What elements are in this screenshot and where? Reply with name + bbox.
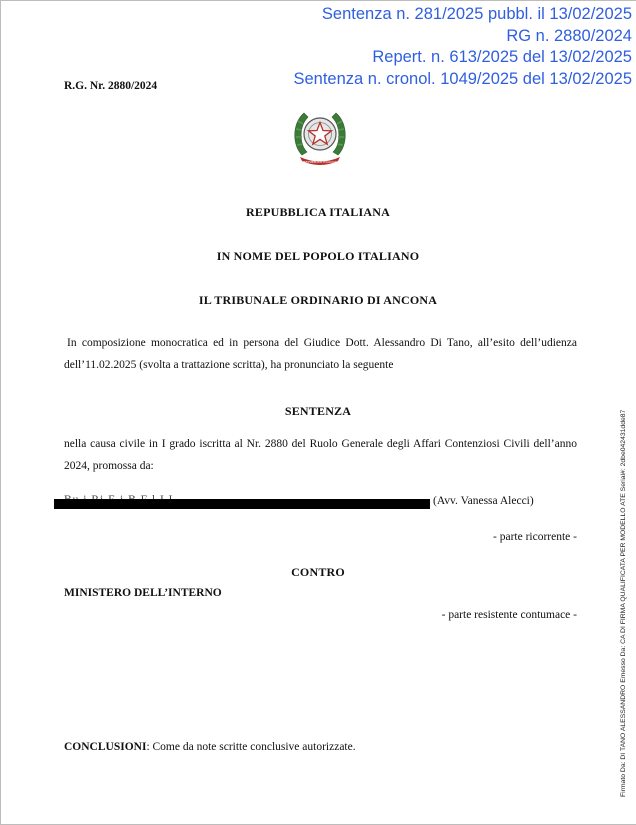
redaction-bar	[54, 499, 430, 509]
conclusioni-line	[64, 737, 577, 759]
causa-paragraph: nella causa civile in I grado iscritta al Nr. 2880 del Ruolo Generale degli Affari Contenziosi Civili dell’anno 2024, promossa da:	[64, 438, 577, 472]
italian-emblem-icon	[288, 103, 352, 169]
stamp-rg-number: RG n. 2880/2024	[506, 26, 632, 45]
registry-stamp	[293, 4, 632, 90]
role-ricorrente: - parte ricorrente -	[493, 531, 577, 543]
conclusioni-label: CONCLUSIONI	[64, 741, 147, 753]
heading-contro: CONTRO	[291, 565, 345, 579]
stamp-cronologico: Sentenza n. cronol. 1049/2025 del 13/02/2025	[293, 69, 632, 88]
heading-court: IL TRIBUNALE ORDINARIO DI ANCONA	[198, 293, 438, 307]
resistente-name: MINISTERO DELL’INTERNO	[64, 587, 222, 599]
stamp-repertorio: Repert. n. 613/2025 del 13/02/2025	[372, 48, 632, 66]
heading-sentenza: SENTENZA	[284, 404, 352, 418]
lawyer-name: (Avv. Vanessa Alecci)	[433, 495, 534, 507]
heading-republic: REPUBBLICA ITALIANA	[246, 205, 390, 219]
intro-paragraph: In composizione monocratica ed in persona del Giudice Dott. Alessandro Di Tano, all’esito dell’udienza dell’11.02.2025 (svolta a trattazione scritta), ha pronunciato la seguente	[64, 337, 577, 371]
stamp-sentenza-number: Sentenza n. 281/2025 pubbl. il 13/02/2025	[321, 5, 632, 23]
heading-people: IN NOME DEL POPOLO ITALIANO	[216, 249, 420, 263]
emblem-ribbon-text: REPVBBLICA ITALIANA	[303, 160, 337, 164]
rg-number: R.G. Nr. 2880/2024	[64, 80, 158, 92]
page-border-top	[0, 0, 636, 1]
role-resistente: - parte resistente contumace -	[441, 609, 577, 621]
conclusioni-text: : Come da note scritte conclusive autorizzate.	[146, 741, 356, 753]
digital-signature-note: Firmato Da: DI TANO ALESSANDRO Emesso Da: CA DI FIRMA QUALIFICATA PER MODELLO ATE Serial#: 2dbe042431dde87	[620, 409, 627, 797]
